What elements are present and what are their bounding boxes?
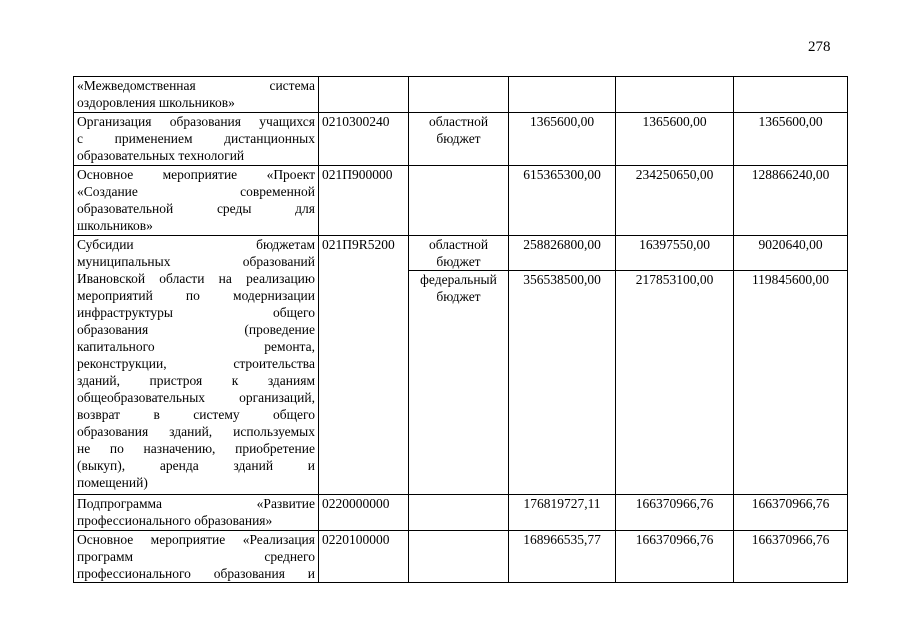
- budget-code-cell: 0210300240: [319, 113, 409, 166]
- program-name-cell: [74, 77, 319, 113]
- table-row: [74, 531, 848, 583]
- name-line: программ среднего: [77, 549, 315, 564]
- name-line: «Создание современной: [77, 184, 315, 199]
- name-line: школьников»: [77, 218, 153, 233]
- value-cell-2: 1365600,00: [616, 113, 734, 166]
- value-cell-1: 168966535,77: [509, 531, 616, 583]
- program-name-cell: [74, 236, 319, 495]
- name-line: (выкуп), аренда зданий и: [77, 458, 315, 473]
- table-row: [74, 77, 848, 113]
- name-line: инфраструктуры общего: [77, 305, 315, 320]
- value-cell-3: 9020640,00: [734, 236, 848, 271]
- name-line: капитального ремонта,: [77, 339, 315, 354]
- name-line: помещений): [77, 475, 148, 490]
- name-line: Субсидии бюджетам: [77, 237, 315, 252]
- name-line: с применением дистанционных: [77, 131, 315, 146]
- name-line: Основное мероприятие «Проект: [77, 167, 315, 182]
- source-line: федеральный: [420, 272, 497, 287]
- name-line: образовательных технологий: [77, 148, 245, 163]
- value-cell-1: [509, 77, 616, 113]
- table-row: [74, 113, 848, 166]
- funding-source-cell: [409, 77, 509, 113]
- source-line: бюджет: [436, 131, 481, 146]
- funding-source-cell: [409, 271, 509, 495]
- budget-code-cell: [319, 77, 409, 113]
- funding-source-cell: [409, 236, 509, 271]
- value-cell-1: 356538500,00: [509, 271, 616, 495]
- funding-source-cell: [409, 531, 509, 583]
- value-cell-2: [616, 77, 734, 113]
- page-number: 278: [808, 39, 831, 55]
- program-name-cell: [74, 495, 319, 531]
- budget-code-cell: 021П900000: [319, 166, 409, 236]
- value-cell-3: 119845600,00: [734, 271, 848, 495]
- budget-table: [73, 76, 848, 583]
- value-cell-1: 615365300,00: [509, 166, 616, 236]
- funding-source-cell: [409, 495, 509, 531]
- source-line: бюджет: [436, 254, 481, 269]
- name-line: профессионального образования»: [77, 513, 273, 528]
- funding-source-cell: [409, 113, 509, 166]
- budget-code-cell: 021П9R5200: [319, 236, 409, 495]
- name-line: мероприятий по модернизации: [77, 288, 315, 303]
- value-cell-1: 258826800,00: [509, 236, 616, 271]
- name-line: Основное мероприятие «Реализация: [77, 532, 315, 547]
- program-name-cell: [74, 166, 319, 236]
- name-line: «Межведомственная система: [77, 78, 315, 93]
- budget-code-cell: 0220100000: [319, 531, 409, 583]
- funding-source-cell: [409, 166, 509, 236]
- source-line: областной: [428, 114, 489, 129]
- name-line: возврат в систему общего: [77, 407, 315, 422]
- source-line: бюджет: [436, 289, 481, 304]
- table-row: [74, 166, 848, 236]
- name-line: образования зданий, используемых: [77, 424, 315, 439]
- name-line: не по назначению, приобретение: [77, 441, 315, 456]
- name-line: профессионального образования и: [77, 566, 315, 581]
- name-line: Организация образования учащихся: [77, 114, 315, 129]
- value-cell-2: 16397550,00: [616, 236, 734, 271]
- value-cell-3: 166370966,76: [734, 531, 848, 583]
- value-cell-1: 176819727,11: [509, 495, 616, 531]
- name-line: реконструкции, строительства: [77, 356, 315, 371]
- program-name-cell: [74, 113, 319, 166]
- table-row: [74, 495, 848, 531]
- name-line: Ивановской области на реализацию: [77, 271, 315, 286]
- value-cell-3: 166370966,76: [734, 495, 848, 531]
- name-line: Подпрограмма «Развитие: [77, 496, 315, 511]
- value-cell-1: 1365600,00: [509, 113, 616, 166]
- value-cell-2: 234250650,00: [616, 166, 734, 236]
- name-line: общеобразовательных организаций,: [77, 390, 315, 405]
- name-line: образовательной среды для: [77, 201, 315, 216]
- name-line: муниципальных образований: [77, 254, 315, 269]
- value-cell-2: 217853100,00: [616, 271, 734, 495]
- value-cell-2: 166370966,76: [616, 495, 734, 531]
- value-cell-3: 1365600,00: [734, 113, 848, 166]
- name-line: зданий, пристроя к зданиям: [77, 373, 315, 388]
- budget-code-cell: 0220000000: [319, 495, 409, 531]
- name-line: оздоровления школьников»: [77, 95, 235, 110]
- name-line: образования (проведение: [77, 322, 315, 337]
- value-cell-3: [734, 77, 848, 113]
- source-line: областной: [428, 237, 489, 252]
- program-name-cell: [74, 531, 319, 583]
- value-cell-3: 128866240,00: [734, 166, 848, 236]
- value-cell-2: 166370966,76: [616, 531, 734, 583]
- table-row: [74, 236, 848, 271]
